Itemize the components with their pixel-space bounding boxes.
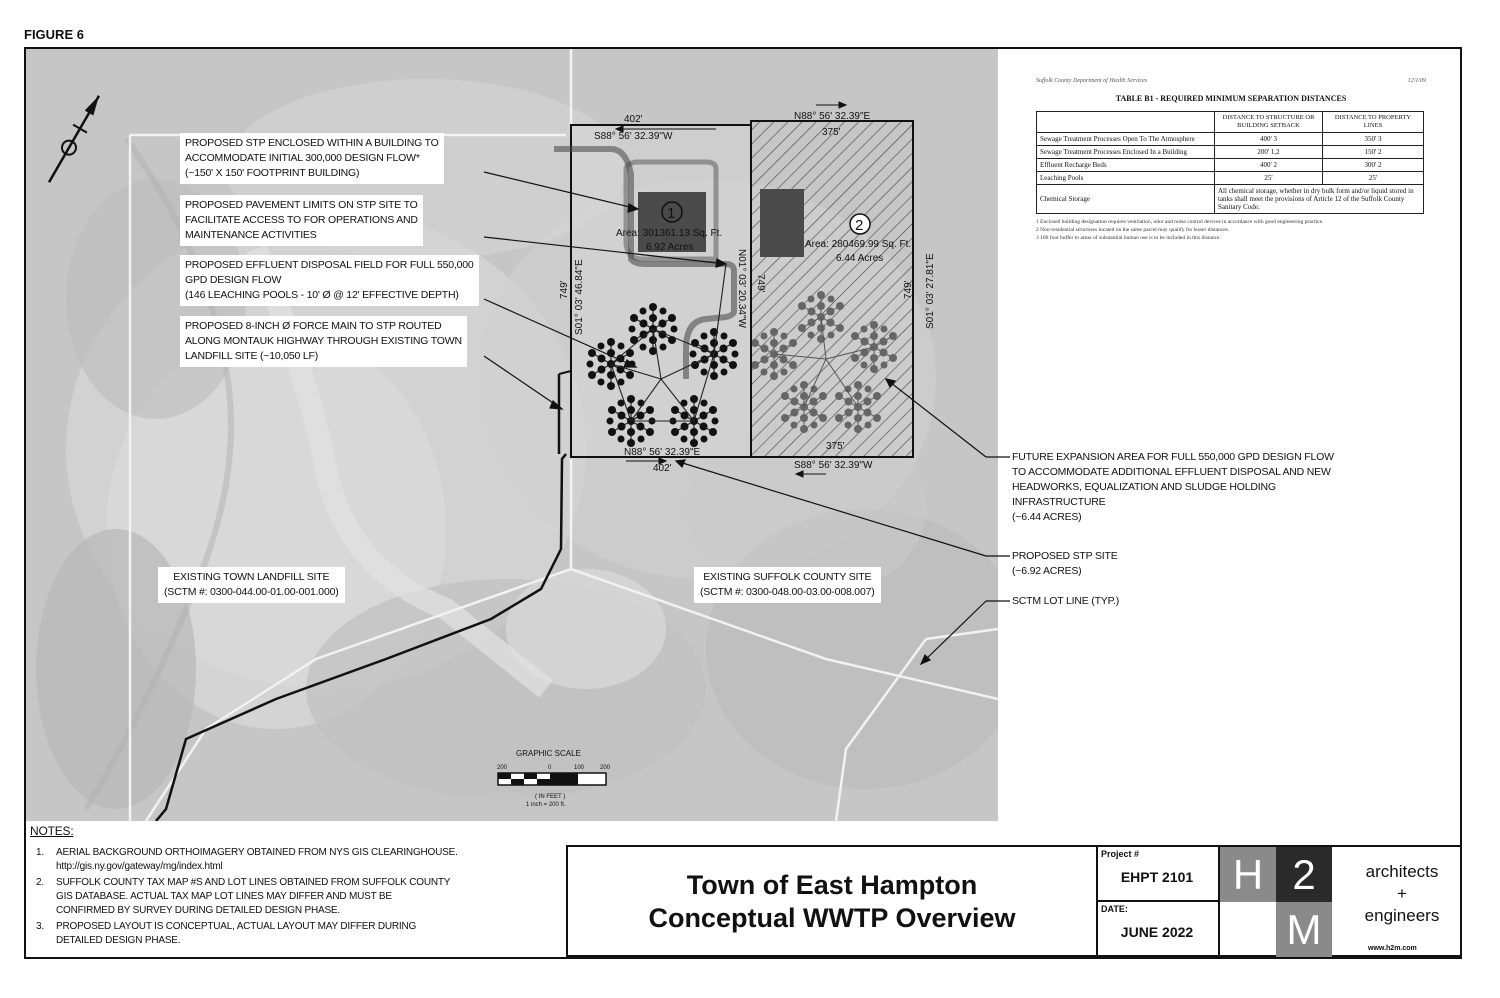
parcel-1-stp-site (571, 125, 751, 457)
parcel-1-area: Area: 301361.13 Sq. Ft. (616, 228, 723, 239)
table-row: Chemical Storage All chemical storage, whether in dry bulk form and/or liquid stored in tanks shall meet the provisions of Article 12 of the Suffolk County Sanitary Code. (1037, 185, 1424, 214)
drawing-title: Town of East Hampton Conceptual WWTP Overview (648, 870, 1016, 933)
plan-middle-dim: 749' (755, 274, 766, 293)
map-canvas (26, 49, 998, 821)
plan-bottom-right-bearing: S88° 56' 32.39"W (794, 460, 873, 471)
table-grid (1036, 111, 1424, 214)
scale-ratio: 1 inch = 200 ft. (526, 802, 566, 808)
parcel-2-number: 2 (855, 217, 864, 234)
label-town-landfill-site: EXISTING TOWN LANDFILL SITE (SCTM #: 0300-044.00-01.00-001.000) (158, 567, 345, 603)
plan-left-bearing: S01° 03' 46.84"E (574, 259, 585, 335)
scale-tick-2: 100 (574, 765, 585, 771)
table-row: Leaching Pools 25' 25' (1037, 172, 1424, 185)
plan-bottom-right-dim: 375' (826, 441, 845, 452)
logo-letter-m: M (1276, 902, 1332, 957)
title-block (566, 845, 1460, 957)
callout-effluent-field: PROPOSED EFFLUENT DISPOSAL FIELD FOR FULL 550,000 GPD DESIGN FLOW (146 LEACHING POOLS - 10' Ø @ 12' EFFECTIVE DEPTH) (180, 255, 479, 306)
plan-right-bearing: S01° 03' 27.81"E (925, 253, 936, 329)
plan-top-bearing: S88° 56' 32.39"W (594, 131, 673, 142)
table-title: TABLE B1 - REQUIRED MINIMUM SEPARATION DISTANCES (1115, 94, 1347, 103)
project-caption: Project # (1101, 849, 1140, 859)
parcel-2-area: Area: 280469.99 Sq. Ft. (805, 239, 912, 250)
right-leader-lines (986, 440, 1010, 610)
plan-bottom-bearing: N88° 56' 32.39"E (624, 447, 701, 458)
table-row: Effluent Recharge Beds 400' 2 300' 2 (1037, 159, 1424, 172)
plan-top-right-dim: 375' (822, 127, 841, 138)
project-number-cell (1096, 847, 1218, 902)
plan-middle-bearing: N01° 03' 20.34"W (736, 249, 747, 328)
date-caption: DATE: (1101, 904, 1128, 914)
scale-tick-3: 200 (600, 765, 611, 771)
plan-left-dim: 749' (559, 280, 570, 299)
plan-bottom-dim: 402' (653, 463, 672, 474)
notes-section (30, 824, 560, 950)
date-value: JUNE 2022 (1120, 924, 1194, 940)
parcel-1-number: 1 (667, 205, 676, 222)
project-number: EHPT 2101 (1120, 869, 1194, 885)
scale-title: GRAPHIC SCALE (516, 749, 581, 758)
note-future-expansion: FUTURE EXPANSION AREA FOR FULL 550,000 GPD DESIGN FLOW TO ACCOMMODATE ADDITIONAL EFFLUENT DISPOSAL AND NEW HEADWORKS, EQUALIZATION AND SLUDGE HOLDING INFRASTRUCTURE (~6.44 ACRES) (1012, 451, 1334, 523)
scale-tick-0: 200 (497, 765, 508, 771)
col-header-2: DISTANCE TO PROPERTY LINES (1323, 112, 1424, 133)
logo-url: www.h2m.com (1368, 945, 1417, 952)
table-row: Sewage Treatment Processes Enclosed In a Building 200' 1,2 150' 2 (1037, 146, 1424, 159)
separation-distances-table (1036, 78, 1426, 242)
callout-force-main: PROPOSED 8-INCH Ø FORCE MAIN TO STP ROUTED ALONG MONTAUK HIGHWAY THROUGH EXISTING TOWN LANDFILL SITE (~10,050 LF) (180, 316, 467, 367)
logo-letter-2: 2 (1276, 847, 1332, 902)
callout-pavement: PROPOSED PAVEMENT LIMITS ON STP SITE TO FACILITATE ACCESS TO FOR OPERATIONS AND MAINTENANCE ACTIVITIES (180, 195, 423, 246)
figure-label: FIGURE 6 (24, 27, 84, 42)
table-header-left: Suffolk County Department of Health Services (1036, 78, 1148, 84)
note-sctm-lot-line: SCTM LOT LINE (TYP.) (1012, 595, 1120, 607)
table-footnotes: 1 Enclosed building designation requires ventilation, odor and noise control devices in accordance with good engineering practice. 2 Non-residential structures located on the same parcel may qualify for lesser distances. 3 100 foot buffer to areas of substantial human use is to be included in this distance. (1036, 219, 1324, 241)
callout-stp-building: PROPOSED STP ENCLOSED WITHIN A BUILDING TO ACCOMMODATE INITIAL 300,000 DESIGN FLOW* (~150' X 150' FOOTPRINT BUILDING) (180, 133, 444, 184)
scale-tick-1: 0 (548, 765, 552, 771)
future-building (760, 189, 804, 257)
logo-tagline: architects + engineers (1364, 862, 1440, 925)
plan-right-dim: 749' (903, 280, 914, 299)
label-suffolk-county-site: EXISTING SUFFOLK COUNTY SITE (SCTM #: 0300-048.00-03.00-008.007) (694, 567, 881, 603)
table-row: Sewage Treatment Processes Open To The Atmosphere 400' 3 350' 3 (1037, 133, 1424, 146)
note-item-1: 1. AERIAL BACKGROUND ORTHOIMAGERY OBTAINED FROM NYS GIS CLEARINGHOUSE. http://gis.ny.gov/gateway/mg/index.html (36, 847, 458, 872)
parcel-2-future-expansion (751, 121, 913, 457)
col-header-1: DISTANCE TO STRUCTURE OR BUILDING SETBACK (1215, 112, 1323, 133)
scale-unit: ( IN FEET ) (535, 794, 566, 800)
aerial-map[interactable] (26, 49, 998, 821)
note-item-2: 2. SUFFOLK COUNTY TAX MAP #S AND LOT LINES OBTAINED FROM SUFFOLK COUNTY GIS DATABASE. ACTUAL TAX MAP LOT LINES MAY DIFFER AND MUST BE CONFIRMED BY SURVEY DURING DETAILED DESIGN PHASE. (36, 877, 451, 916)
logo-letter-h: H (1220, 847, 1276, 902)
date-cell (1096, 902, 1218, 957)
parcel-1-acres: 6.92 Acres (646, 242, 694, 253)
h2m-logo (1218, 847, 1462, 957)
table-header-right: 12/1/09 (1407, 78, 1426, 84)
note-proposed-stp-site: PROPOSED STP SITE (~6.92 ACRES) (1012, 550, 1118, 577)
plan-top-dim: 402' (624, 114, 643, 125)
note-item-3: 3. PROPOSED LAYOUT IS CONCEPTUAL, ACTUAL LAYOUT MAY DIFFER DURING DETAILED DESIGN PHASE. (36, 921, 417, 946)
parcel-2-acres: 6.44 Acres (836, 253, 884, 264)
notes-title: NOTES: (30, 824, 74, 838)
plan-top-right-bearing: N88° 56' 32.39"E (794, 111, 871, 122)
col-header-0 (1037, 112, 1215, 133)
